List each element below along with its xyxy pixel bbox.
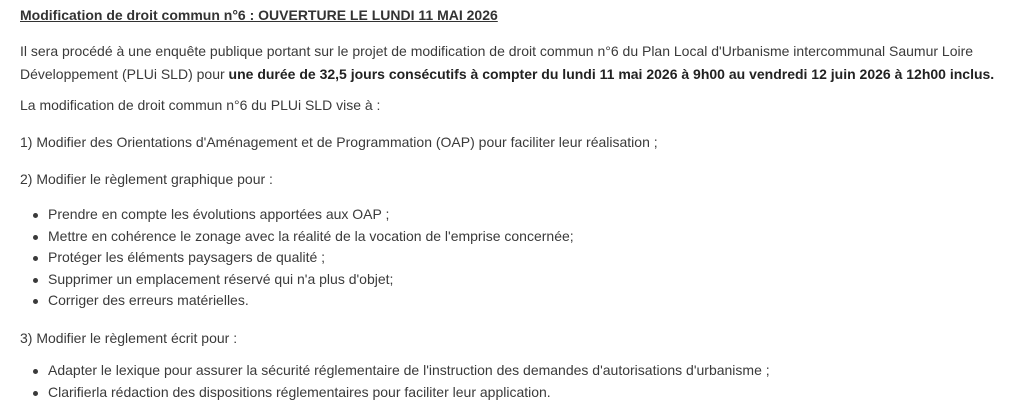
list-item: Corriger des erreurs matérielles. [20, 290, 574, 312]
point-2-heading: 2) Modifier le règlement graphique pour : [20, 171, 273, 187]
bullet-icon [33, 391, 38, 396]
point-3-list [20, 360, 770, 403]
bullet-icon [33, 235, 38, 240]
page-title: Modification de droit commun n°6 : OUVERTURE LE LUNDI 11 MAI 2026 [20, 7, 498, 23]
intro-text: Il sera procédé à une enquête publique portant sur le projet de modification de droit commun n°6 du Plan Local d'Urbanisme intercommunal Saumur Loire Développement (PLUi SLD) pour [20, 43, 974, 82]
bullet-icon [33, 369, 38, 374]
list-item: Adapter le lexique pour assurer la sécurité réglementaire de l'instruction des demandes d'autorisations d'urbanisme ; [20, 360, 770, 382]
list-item: Clarifierla rédaction des dispositions réglementaires pour faciliter leur application. [20, 382, 770, 404]
point-2-list [20, 204, 574, 312]
point-1-text: 1) Modifier des Orientations d'Aménagement et de Programmation (OAP) pour faciliter leur réalisation ; [20, 134, 658, 150]
list-item: Supprimer un emplacement réservé qui n'a plus d'objet; [20, 269, 574, 291]
objective-text: La modification de droit commun n°6 du PLUi SLD vise à : [20, 97, 381, 113]
list-item: Protéger les éléments paysagers de qualité ; [20, 247, 574, 269]
bullet-icon [33, 256, 38, 261]
point-3-heading: 3) Modifier le règlement écrit pour : [20, 330, 238, 346]
bullet-icon [33, 299, 38, 304]
bullet-icon [33, 278, 38, 283]
intro-paragraph [20, 40, 1010, 86]
bullet-icon [33, 213, 38, 218]
list-item: Mettre en cohérence le zonage avec la réalité de la vocation de l'emprise concernée; [20, 226, 574, 248]
list-item: Prendre en compte les évolutions apportées aux OAP ; [20, 204, 574, 226]
intro-bold-dates: une durée de 32,5 jours consécutifs à compter du lundi 11 mai 2026 à 9h00 au vendredi 12 juin 2026 à 12h00 inclus. [228, 66, 995, 82]
